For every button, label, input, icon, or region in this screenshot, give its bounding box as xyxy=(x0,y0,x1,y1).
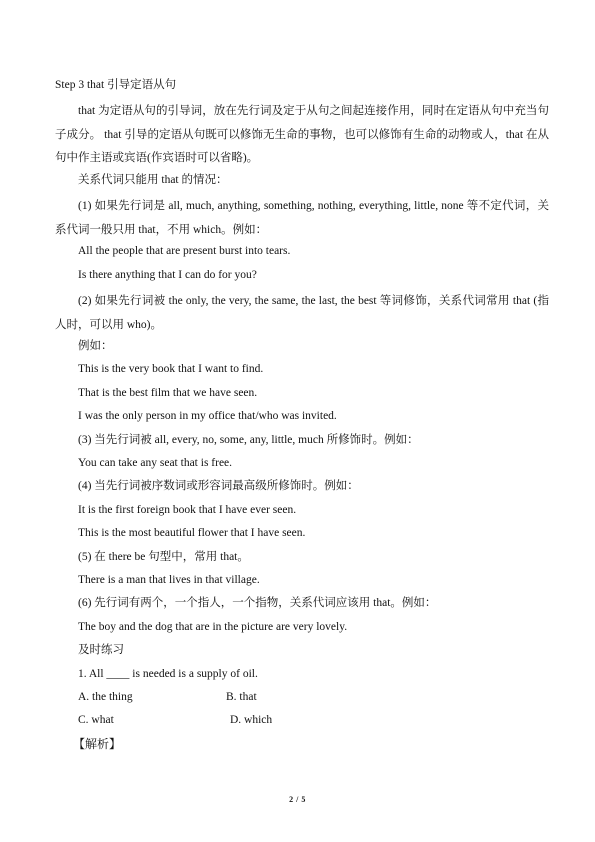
rule-3-example: You can take any seat that is free. xyxy=(78,457,233,470)
options-row-2 xyxy=(55,712,549,728)
rule-1-example-1: All the people that are present burst into tears. xyxy=(78,245,291,258)
rule-4-example-2: This is the most beautiful flower that I have seen. xyxy=(78,527,306,540)
rule-2-example-3: I was the only person in my office that/who was invited. xyxy=(78,410,337,423)
analysis-label: 【解析】 xyxy=(73,736,122,751)
option-b: B. that xyxy=(226,690,257,703)
page-content xyxy=(55,77,549,759)
option-c: C. what xyxy=(78,714,114,727)
option-a: A. the thing xyxy=(78,690,133,703)
rule-2-example-1: This is the very book that I want to find. xyxy=(78,363,264,376)
rule-5: (5) 在 there be 句型中，常用 that。 xyxy=(78,550,249,563)
rule-4-example-1: It is the first foreign book that I have ever seen. xyxy=(78,503,297,516)
rules-title: 关系代词只能用 that 的情况： xyxy=(78,173,228,186)
rule-2-example-label: 例如： xyxy=(78,340,113,353)
intro-paragraph: that 为定语从句的引导词，放在先行词及定于从句之间起连接作用，同时在定语从句中充当句子成分。 that 引导的定语从句既可以修饰无生命的事物，也可以修饰有生命的动物或人，that 在从句中作主语或宾语(作宾语时可以省略)。 xyxy=(55,105,549,165)
practice-title: 及时练习 xyxy=(78,644,124,657)
section-heading: Step 3 that 引导定语从句 xyxy=(55,79,177,91)
rule-1-example-2: Is there anything that I can do for you? xyxy=(78,268,257,281)
question-1: 1. All ____ is needed is a supply of oil. xyxy=(78,667,258,680)
rule-2: (2) 如果先行词被 the only, the very, the same, the last, the best 等词修饰，关系代词常用 that (指人时，可以用 who)。 xyxy=(55,295,549,331)
rule-4: (4) 当先行词被序数词或形容词最高级所修饰时。例如： xyxy=(78,480,359,493)
rule-6: (6) 先行词有两个，一个指人，一个指物，关系代词应该用 that。例如： xyxy=(78,597,437,610)
page-number: 2 / 5 xyxy=(289,795,306,804)
rule-1: (1) 如果先行词是 all, much, anything, something, nothing, everything, little, none 等不定代词，关系代词一般只用 that，不用 which。例如： xyxy=(55,200,549,236)
rule-3: (3) 当先行词被 all, every, no, some, any, little, much 所修饰时。例如： xyxy=(78,433,419,446)
options-row-1 xyxy=(55,689,549,705)
rule-6-example: The boy and the dog that are in the picture are very lovely. xyxy=(78,620,348,633)
rule-5-example: There is a man that lives in that village. xyxy=(78,573,260,586)
rule-2-example-2: That is the best film that we have seen. xyxy=(78,386,258,399)
option-d: D. which xyxy=(230,714,273,727)
